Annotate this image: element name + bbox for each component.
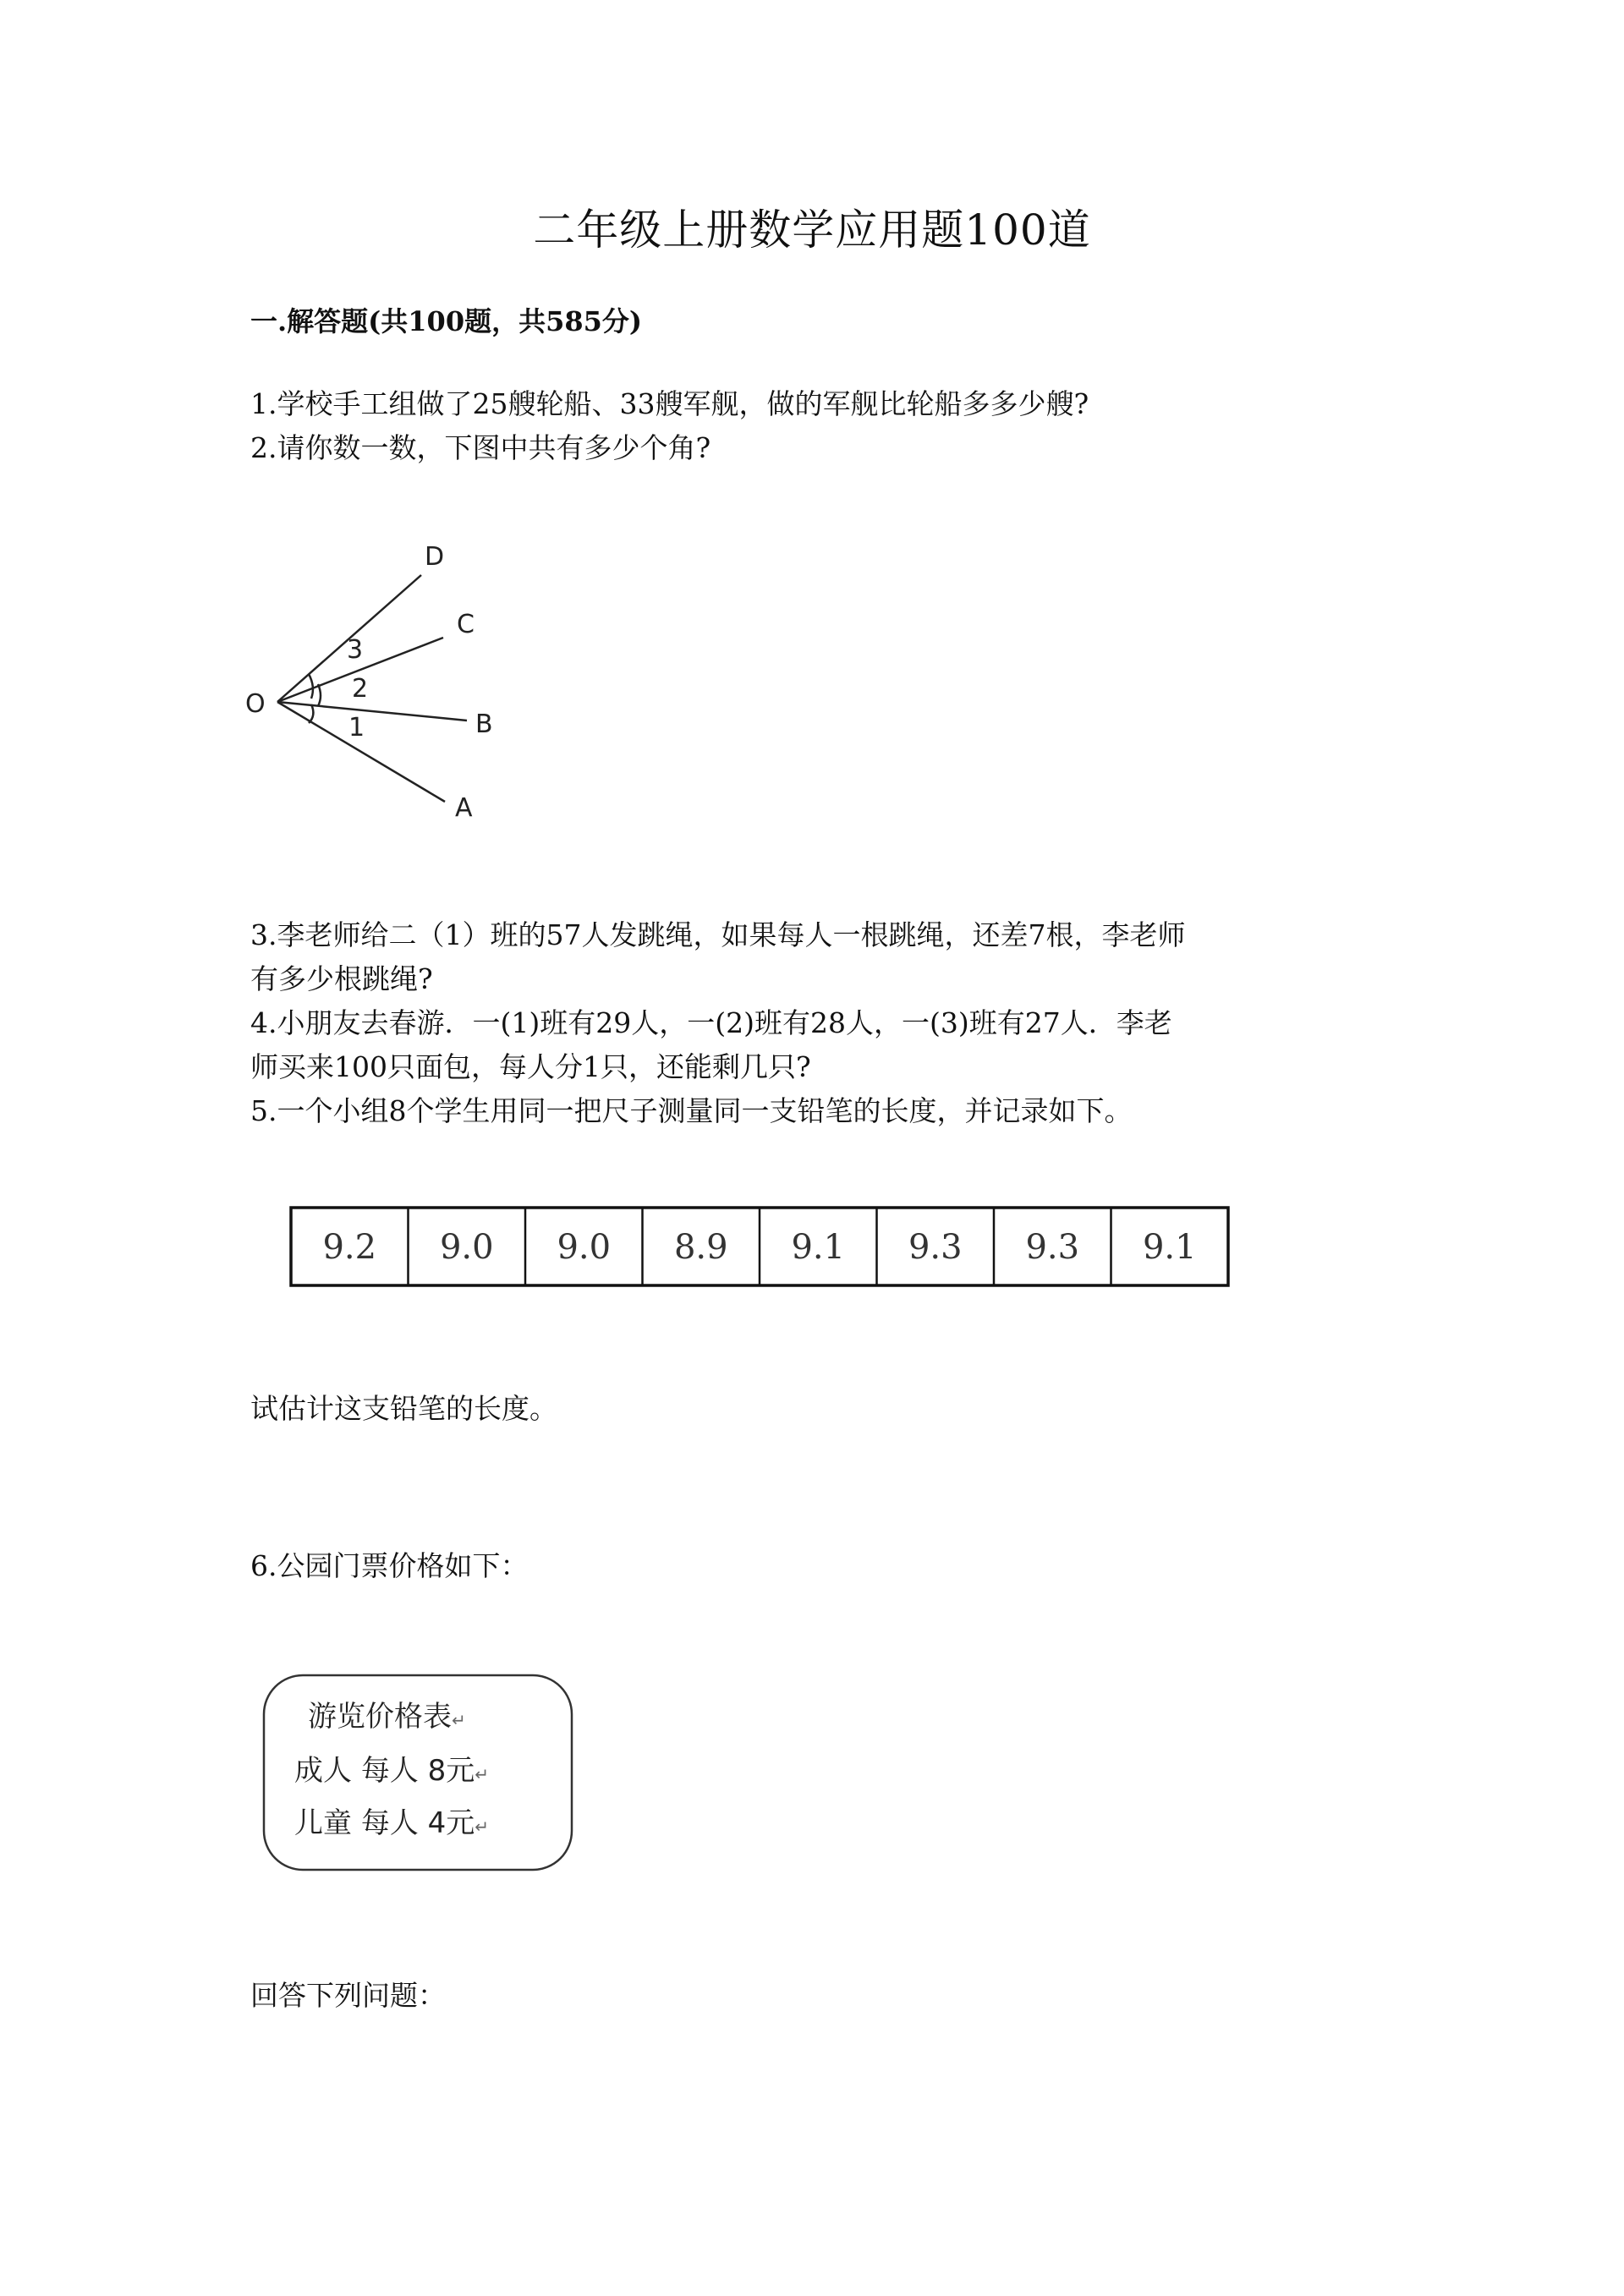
label-angle-2: 2 (352, 674, 369, 704)
measurement-cell-2: 9.0 (439, 1228, 494, 1267)
measurement-cell-5: 9.1 (791, 1228, 846, 1267)
label-o: O (245, 689, 266, 719)
label-b: B (475, 710, 493, 739)
question-4-line-2: 师买来100只面包，每人分1只，还能剩几只? (250, 1050, 811, 1083)
measurement-cell-6: 9.3 (908, 1228, 963, 1267)
label-c: C (457, 610, 475, 639)
question-1: 1.学校手工组做了25艘轮船、33艘军舰，做的军舰比轮船多多少艘? (250, 387, 1089, 420)
arc-angle-2 (318, 684, 321, 706)
question-4-line-1: 4.小朋友去春游．一(1)班有29人，一(2)班有28人，一(3)班有27人．李老 (250, 1006, 1172, 1039)
question-6: 6.公园门票价格如下： (250, 1549, 529, 1582)
label-a: A (455, 793, 473, 823)
measurement-cell-4: 8.9 (673, 1228, 728, 1267)
label-d: D (425, 542, 445, 572)
measurement-cell-1: 9.2 (322, 1228, 377, 1267)
estimate-prompt: 试估计这支铅笔的长度。 (250, 1392, 557, 1425)
answer-prompt: 回答下列问题： (250, 1979, 446, 2012)
page-title: 二年级上册数学应用题100道 (533, 205, 1091, 255)
measurement-cell-8: 9.1 (1142, 1228, 1197, 1267)
arc-angle-3 (309, 674, 313, 699)
question-3-line-2: 有多少根跳绳? (250, 962, 433, 995)
price-row-child: 儿童 每人 4元↵ (294, 1806, 490, 1840)
label-angle-3: 3 (347, 635, 364, 665)
price-card (254, 1670, 592, 1882)
measurement-cell-3: 9.0 (557, 1228, 612, 1267)
angle-figure (237, 533, 516, 837)
section-heading: 一.解答题(共100题，共585分) (250, 305, 643, 337)
question-2: 2.请你数一数，下图中共有多少个角? (250, 431, 711, 464)
price-card-title: 游览价格表↵ (308, 1700, 466, 1734)
question-5: 5.一个小组8个学生用同一把尺子测量同一支铅笔的长度，并记录如下。 (250, 1094, 1133, 1127)
measurement-cell-7: 9.3 (1025, 1228, 1080, 1267)
price-row-adult: 成人 每人 8元↵ (294, 1754, 490, 1788)
measurement-table (288, 1201, 1235, 1302)
label-angle-1: 1 (348, 713, 365, 743)
question-3-line-1: 3.李老师给二（1）班的57人发跳绳，如果每人一根跳绳，还差7根，李老师 (250, 918, 1186, 951)
